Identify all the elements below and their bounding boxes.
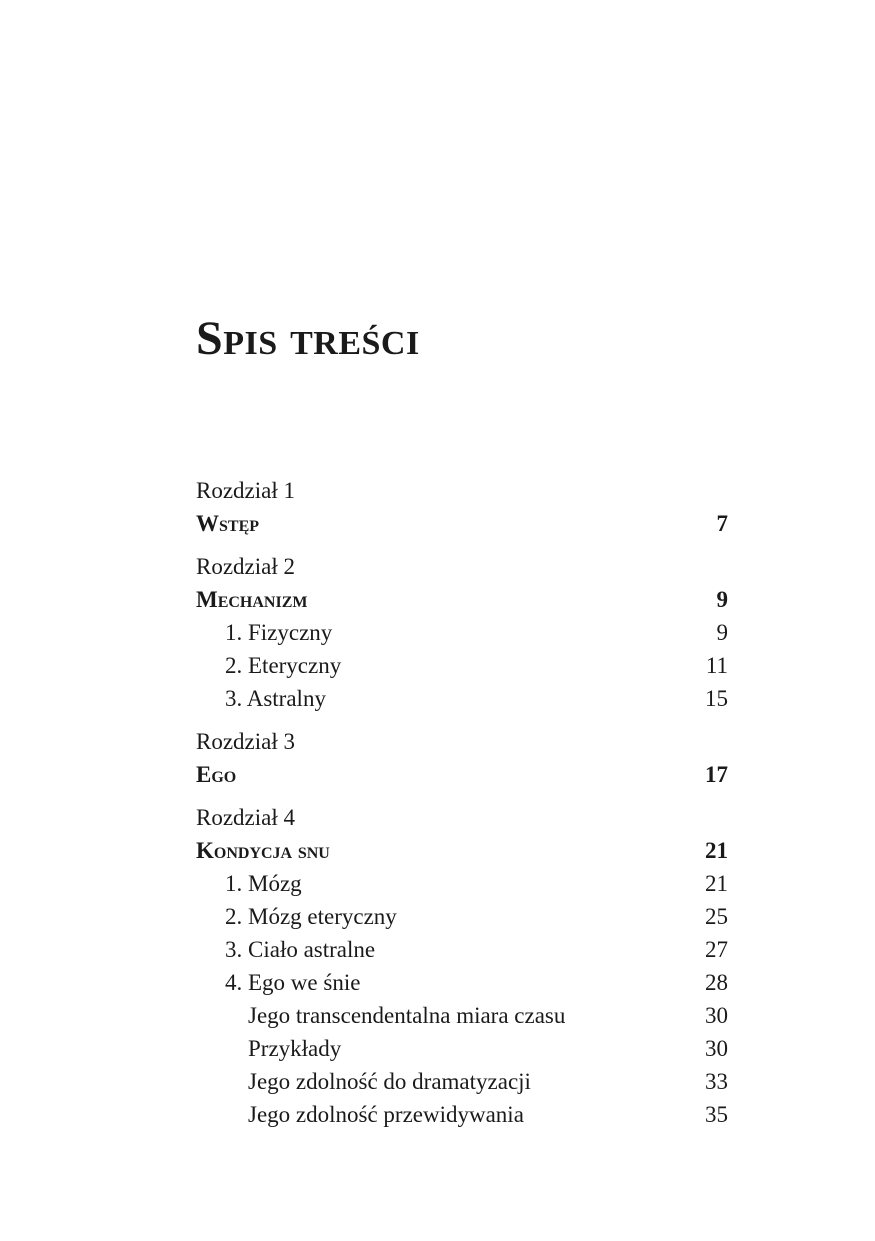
chapter-title: Ego bbox=[196, 762, 237, 787]
toc-entry-main bbox=[196, 758, 728, 791]
chapter-4 bbox=[196, 801, 728, 1131]
chapter-label: Rozdział 2 bbox=[196, 554, 295, 579]
toc-entry-section bbox=[196, 900, 728, 933]
chapter-title: Mechanizm bbox=[196, 587, 308, 612]
chapter-3 bbox=[196, 725, 728, 791]
toc-entry-section bbox=[196, 867, 728, 900]
toc-entry-subsection bbox=[196, 1065, 728, 1098]
chapter-label: Rozdział 4 bbox=[196, 805, 295, 830]
section-title: 1. Fizyczny bbox=[225, 620, 333, 645]
subsection-title: Przykłady bbox=[248, 1036, 342, 1061]
page-number: 21 bbox=[705, 838, 728, 863]
page-number: 30 bbox=[705, 1036, 728, 1061]
toc-entry-section bbox=[196, 933, 728, 966]
chapter-1 bbox=[196, 474, 728, 540]
section-title: 2. Eteryczny bbox=[225, 653, 342, 678]
page-number: 15 bbox=[705, 686, 728, 711]
page-number: 9 bbox=[716, 587, 728, 612]
toc-entry-main bbox=[196, 834, 728, 867]
toc-entry-section bbox=[196, 682, 728, 715]
table-of-contents bbox=[196, 474, 728, 1141]
page-number: 27 bbox=[705, 937, 728, 962]
toc-entry-subsection bbox=[196, 1098, 728, 1131]
toc-entry-main bbox=[196, 507, 728, 540]
toc-entry-section bbox=[196, 616, 728, 649]
page-number: 28 bbox=[705, 970, 728, 995]
chapter-2 bbox=[196, 550, 728, 715]
page-title: Spis treści bbox=[196, 312, 420, 365]
subsection-title: Jego zdolność do dramatyzacji bbox=[248, 1069, 531, 1094]
toc-entry-section bbox=[196, 649, 728, 682]
chapter-label: Rozdział 3 bbox=[196, 729, 295, 754]
chapter-label: Rozdział 1 bbox=[196, 478, 295, 503]
page-number: 9 bbox=[716, 620, 728, 645]
page-number: 21 bbox=[705, 871, 728, 896]
section-title: 2. Mózg eteryczny bbox=[225, 904, 397, 929]
toc-entry-main bbox=[196, 583, 728, 616]
section-title: 4. Ego we śnie bbox=[225, 970, 361, 995]
page-number: 7 bbox=[716, 511, 728, 536]
section-title: 3. Astralny bbox=[225, 686, 326, 711]
subsection-title: Jego transcendentalna miara czasu bbox=[248, 1003, 566, 1028]
chapter-title: Kondycja snu bbox=[196, 838, 330, 863]
page-number: 25 bbox=[705, 904, 728, 929]
chapter-title: Wstęp bbox=[196, 511, 260, 536]
subsection-title: Jego zdolność przewidywania bbox=[248, 1102, 524, 1127]
section-title: 3. Ciało astralne bbox=[225, 937, 376, 962]
page-number: 35 bbox=[705, 1102, 728, 1127]
toc-entry-section bbox=[196, 966, 728, 999]
toc-entry-subsection bbox=[196, 1032, 728, 1065]
page-number: 30 bbox=[705, 1003, 728, 1028]
page-number: 33 bbox=[705, 1069, 728, 1094]
page-number: 11 bbox=[705, 653, 728, 678]
page-number: 17 bbox=[705, 762, 728, 787]
section-title: 1. Mózg bbox=[225, 871, 302, 896]
toc-entry-subsection bbox=[196, 999, 728, 1032]
